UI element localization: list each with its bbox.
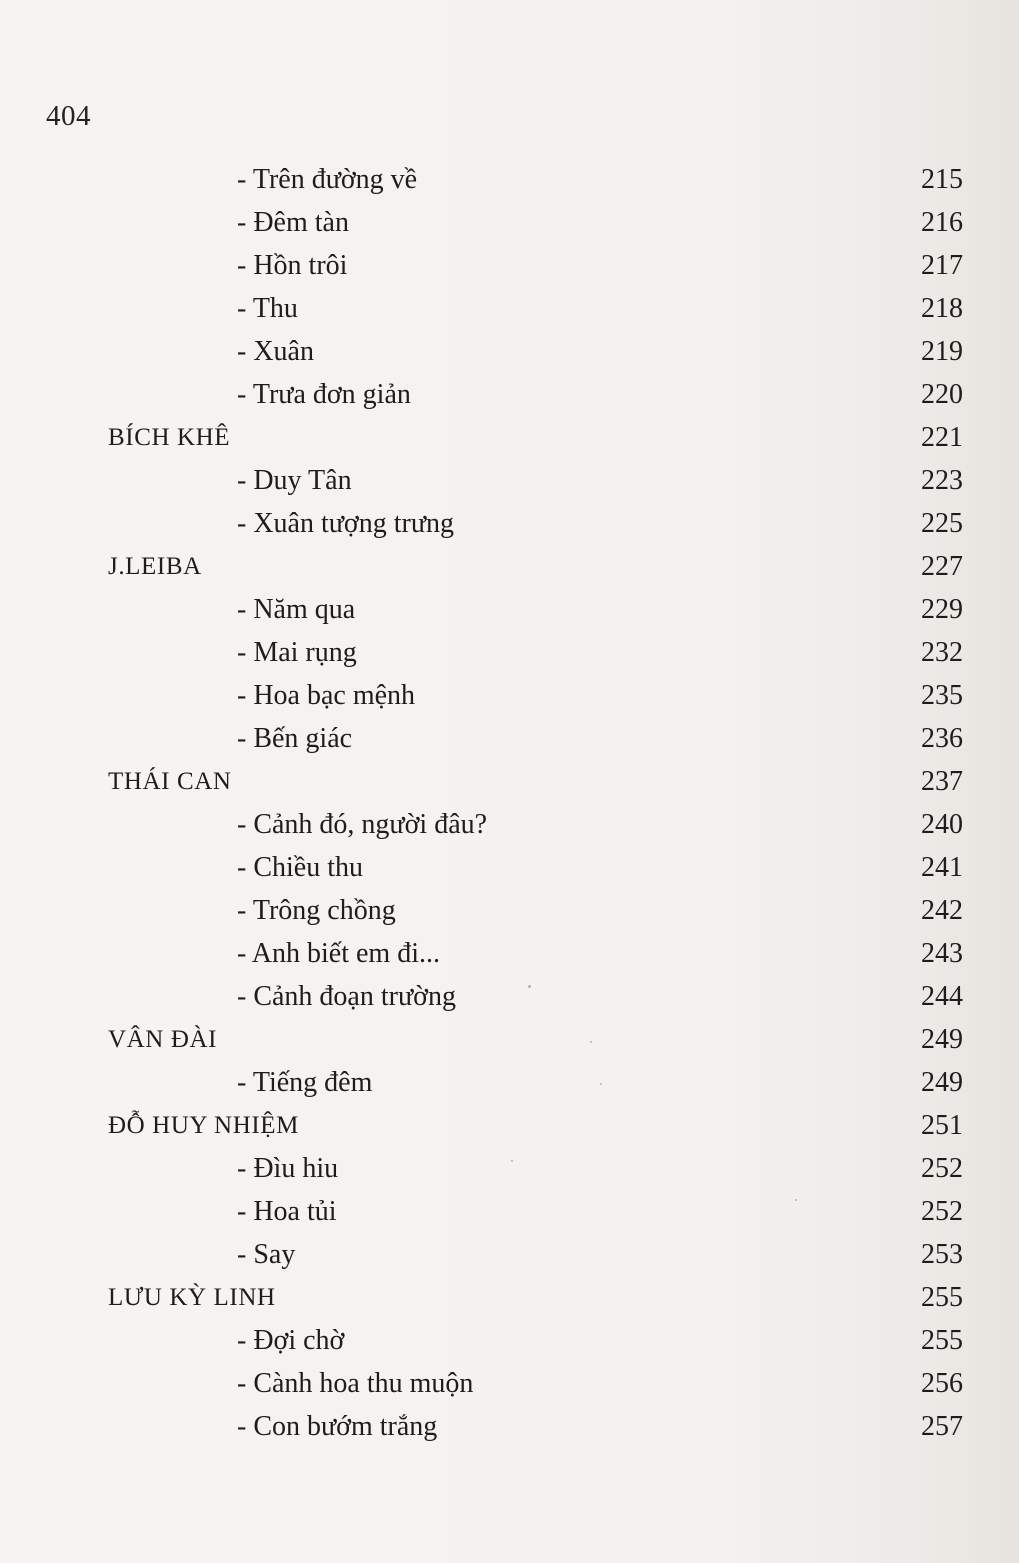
poem-title: - Cảnh đó, người đâu? bbox=[237, 809, 488, 840]
toc-page-number: 221 bbox=[921, 422, 963, 453]
author-name: VÂN ĐÀI bbox=[108, 1026, 218, 1053]
toc-page-number: 255 bbox=[921, 1282, 963, 1313]
toc-page-number: 218 bbox=[921, 293, 963, 324]
dust-speck bbox=[511, 1160, 513, 1162]
author-name: BÍCH KHÊ bbox=[108, 424, 231, 451]
poem-title: - Cành hoa thu muộn bbox=[237, 1368, 474, 1399]
dust-speck bbox=[795, 1199, 797, 1201]
poem-title: - Con bướm trắng bbox=[237, 1411, 438, 1442]
toc-poem-row bbox=[0, 1362, 1019, 1405]
toc-author-row bbox=[0, 416, 1019, 459]
toc-poem-row bbox=[0, 158, 1019, 201]
toc-page-number: 217 bbox=[921, 250, 963, 281]
poem-title: - Năm qua bbox=[237, 594, 356, 625]
toc-page-number: 232 bbox=[921, 637, 963, 668]
author-name: THÁI CAN bbox=[108, 768, 232, 795]
toc-page-number: 241 bbox=[921, 852, 963, 883]
toc-author-row bbox=[0, 545, 1019, 588]
poem-title: - Bến giác bbox=[237, 723, 353, 754]
toc-page-number: 235 bbox=[921, 680, 963, 711]
poem-title: - Hồn trôi bbox=[237, 250, 348, 281]
toc-poem-row bbox=[0, 1061, 1019, 1104]
poem-title: - Cảnh đoạn trường bbox=[237, 981, 456, 1012]
poem-title: - Hoa bạc mệnh bbox=[237, 680, 416, 711]
poem-title: - Anh biết em đi... bbox=[237, 938, 440, 969]
toc-poem-row bbox=[0, 1190, 1019, 1233]
page-number: 404 bbox=[46, 100, 91, 132]
toc-page-number: 249 bbox=[921, 1024, 963, 1055]
poem-title: - Thu bbox=[237, 293, 298, 324]
dust-speck bbox=[528, 985, 531, 988]
toc-poem-row bbox=[0, 502, 1019, 545]
poem-title: - Trên đường về bbox=[237, 164, 418, 195]
toc-author-row bbox=[0, 1276, 1019, 1319]
toc-poem-row bbox=[0, 588, 1019, 631]
toc-poem-row bbox=[0, 717, 1019, 760]
toc-poem-row bbox=[0, 674, 1019, 717]
poem-title: - Đợi chờ bbox=[237, 1325, 345, 1356]
toc-poem-row bbox=[0, 932, 1019, 975]
toc-poem-row bbox=[0, 1233, 1019, 1276]
toc-page-number: 252 bbox=[921, 1153, 963, 1184]
toc-page-number: 237 bbox=[921, 766, 963, 797]
toc-page-number: 244 bbox=[921, 981, 963, 1012]
toc-page-number: 220 bbox=[921, 379, 963, 410]
toc-page-number: 229 bbox=[921, 594, 963, 625]
toc-page-number: 243 bbox=[921, 938, 963, 969]
dust-speck bbox=[600, 1083, 602, 1085]
toc-author-row bbox=[0, 1018, 1019, 1061]
toc-page-number: 255 bbox=[921, 1325, 963, 1356]
toc-page-number: 251 bbox=[921, 1110, 963, 1141]
toc-poem-row bbox=[0, 373, 1019, 416]
poem-title: - Đìu hiu bbox=[237, 1153, 339, 1184]
toc-poem-row bbox=[0, 1319, 1019, 1362]
author-name: LƯU KỲ LINH bbox=[108, 1284, 276, 1311]
toc-page-number: 223 bbox=[921, 465, 963, 496]
toc-page-number: 240 bbox=[921, 809, 963, 840]
toc-author-row bbox=[0, 1104, 1019, 1147]
toc-poem-row bbox=[0, 459, 1019, 502]
toc-page-number: 253 bbox=[921, 1239, 963, 1270]
toc-page-number: 236 bbox=[921, 723, 963, 754]
toc-page-number: 257 bbox=[921, 1411, 963, 1442]
toc-page-number: 227 bbox=[921, 551, 963, 582]
poem-title: - Hoa tủi bbox=[237, 1196, 337, 1227]
toc-page-number: 215 bbox=[921, 164, 963, 195]
toc-page-number: 225 bbox=[921, 508, 963, 539]
toc-page-number: 249 bbox=[921, 1067, 963, 1098]
toc-poem-row bbox=[0, 803, 1019, 846]
poem-title: - Chiều thu bbox=[237, 852, 363, 883]
dust-speck bbox=[590, 1041, 592, 1043]
toc-poem-row bbox=[0, 1147, 1019, 1190]
toc-poem-row bbox=[0, 244, 1019, 287]
toc-page-number: 242 bbox=[921, 895, 963, 926]
toc-poem-row bbox=[0, 889, 1019, 932]
author-name: ĐỖ HUY NHIỆM bbox=[108, 1112, 299, 1139]
poem-title: - Đêm tàn bbox=[237, 207, 349, 238]
toc-page-number: 256 bbox=[921, 1368, 963, 1399]
toc-poem-row bbox=[0, 330, 1019, 373]
poem-title: - Mai rụng bbox=[237, 637, 357, 668]
toc-page-number: 216 bbox=[921, 207, 963, 238]
toc-poem-row bbox=[0, 287, 1019, 330]
toc-poem-row bbox=[0, 631, 1019, 674]
toc-poem-row bbox=[0, 975, 1019, 1018]
toc-page-number: 252 bbox=[921, 1196, 963, 1227]
toc-poem-row bbox=[0, 846, 1019, 889]
poem-title: - Xuân tượng trưng bbox=[237, 508, 455, 539]
poem-title: - Tiếng đêm bbox=[237, 1067, 373, 1098]
poem-title: - Trưa đơn giản bbox=[237, 379, 411, 410]
toc-poem-row bbox=[0, 1405, 1019, 1448]
toc-poem-row bbox=[0, 201, 1019, 244]
table-of-contents bbox=[0, 158, 1019, 1448]
poem-title: - Xuân bbox=[237, 336, 314, 367]
author-name: J.LEIBA bbox=[108, 553, 202, 580]
poem-title: - Duy Tân bbox=[237, 465, 352, 496]
poem-title: - Say bbox=[237, 1239, 296, 1270]
toc-author-row bbox=[0, 760, 1019, 803]
toc-page-number: 219 bbox=[921, 336, 963, 367]
poem-title: - Trông chồng bbox=[237, 895, 396, 926]
